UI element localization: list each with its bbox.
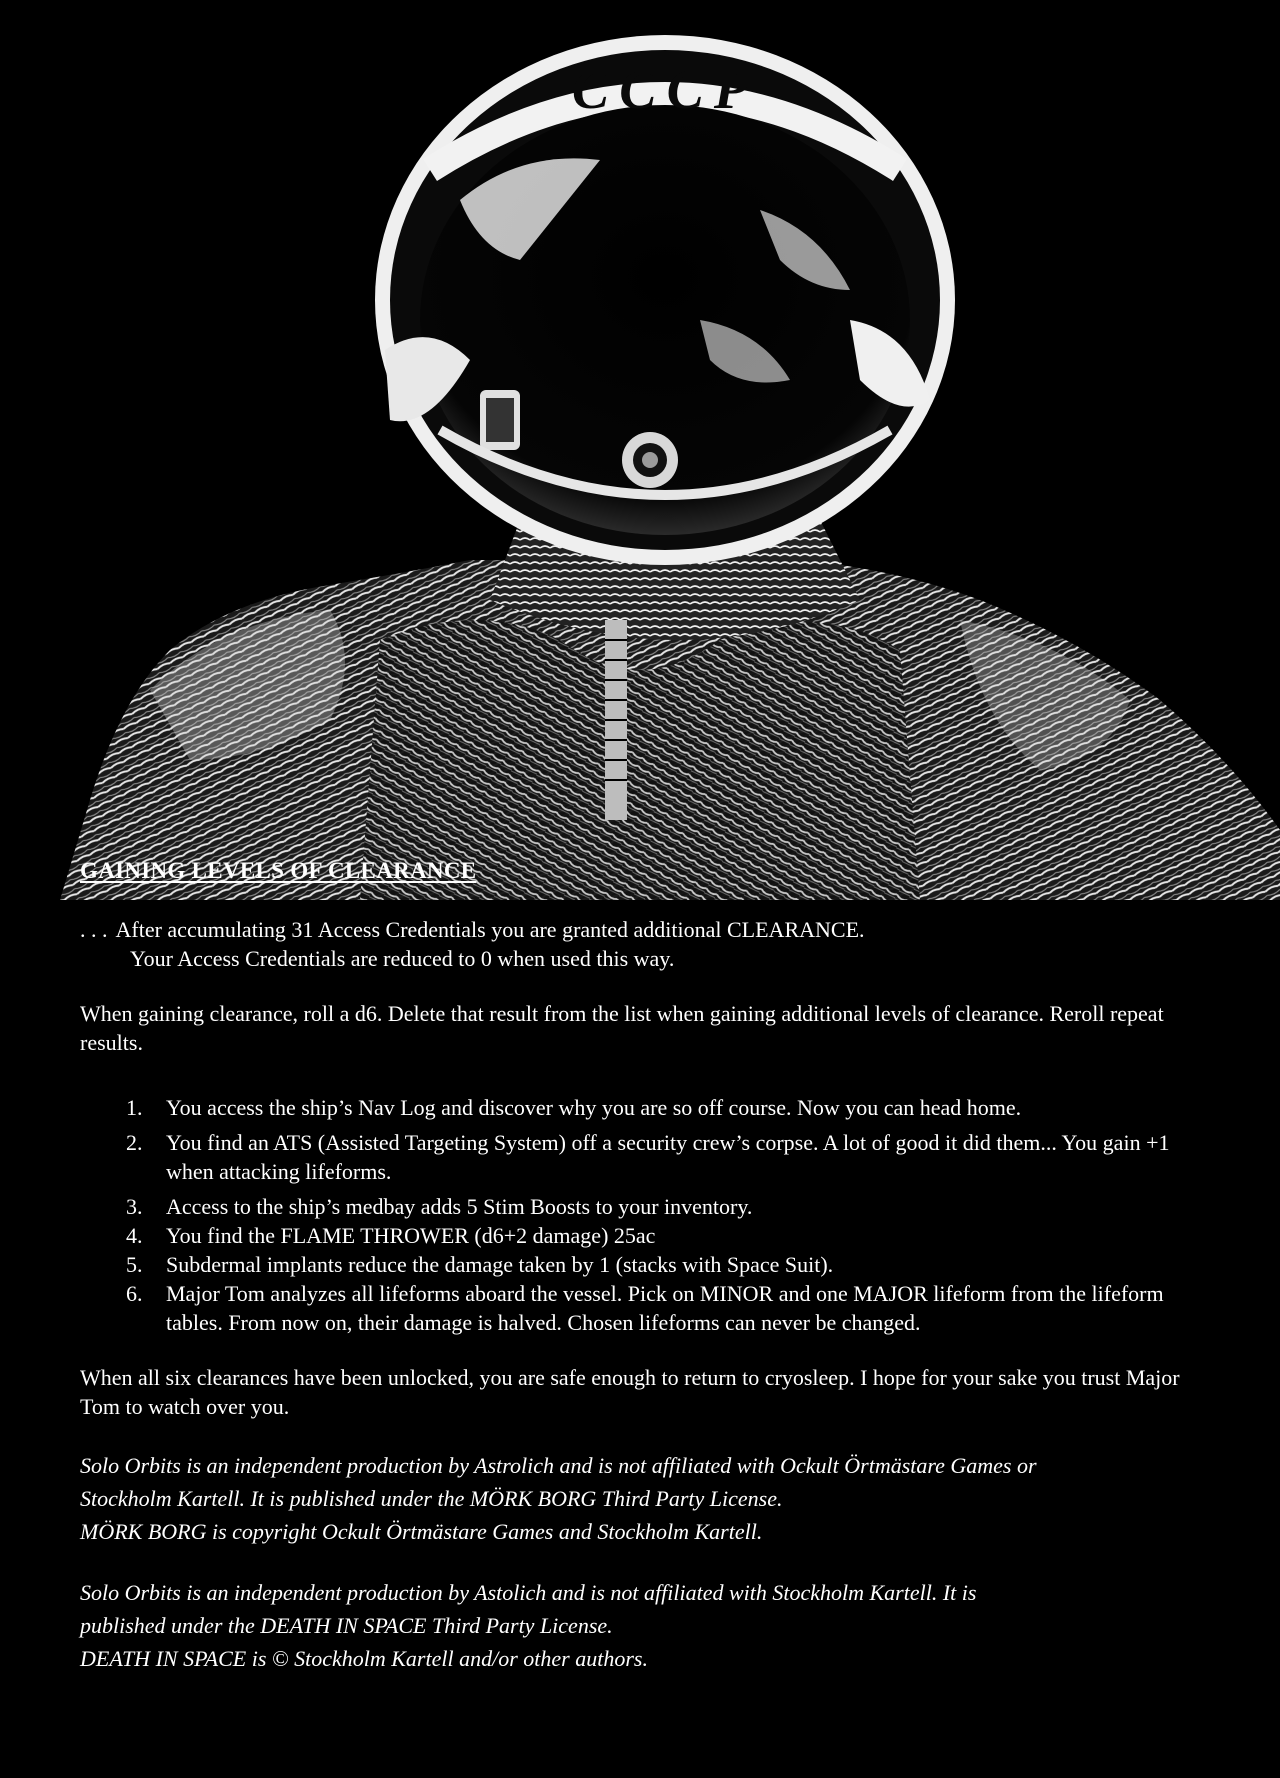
list-text: Access to the ship’s medbay adds 5 Stim Boosts to your inventory.: [166, 1194, 753, 1219]
clearance-document: [80, 856, 1210, 1675]
list-item: [80, 1221, 1210, 1250]
section-heading: GAINING LEVELS OF CLEARANCE: [80, 858, 477, 883]
license-notice: [80, 1449, 1210, 1675]
conclusion-paragraph: When all six clearances have been unlocked, you are safe enough to return to cryosleep. I hope for your sake you trust Major Tom to watch over you.: [80, 1365, 1180, 1419]
list-number: 5.: [126, 1252, 143, 1277]
instructions-paragraph: When gaining clearance, roll a d6. Delete that result from the list when gaining additional levels of clearance. Reroll repeat results.: [80, 1001, 1164, 1055]
death-in-space-copyright: DEATH IN SPACE is © Stockholm Kartell and/or other authors.: [80, 1646, 648, 1671]
intro-line-2: Your Access Credentials are reduced to 0 when used this way.: [130, 946, 675, 971]
list-text: You access the ship’s Nav Log and discover why you are so off course. Now you can head home.: [166, 1095, 1022, 1120]
helmet-lettering: CCCP: [571, 59, 759, 121]
list-number: 6.: [126, 1281, 143, 1306]
mork-borg-copyright: MÖRK BORG is copyright Ockult Örtmästare Games and Stockholm Kartell.: [80, 1519, 763, 1544]
intro-text-1: After accumulating 31 Access Credentials you are granted additional CLEARANCE.: [115, 917, 865, 942]
list-text: Major Tom analyzes all lifeforms aboard the vessel. Pick on MINOR and one MAJOR lifeform from the lifeform tables. From now on, their damage is halved. Chosen lifeforms can never be changed.: [166, 1281, 1164, 1335]
list-item: [80, 1279, 1210, 1337]
list-item: [80, 1093, 1210, 1122]
list-item: [80, 1128, 1210, 1186]
list-number: 2.: [126, 1130, 143, 1155]
intro-line-1: [80, 915, 1210, 944]
clearance-list: [80, 1093, 1210, 1337]
list-text: You find the FLAME THROWER (d6+2 damage) 25ac: [166, 1223, 656, 1248]
list-number: 1.: [126, 1095, 143, 1120]
list-item: [80, 1192, 1210, 1221]
list-text: You find an ATS (Assisted Targeting System) off a security crew’s corpse. A lot of good it did them... You gain +1 when attacking lifeforms.: [166, 1130, 1170, 1184]
list-number: 3.: [126, 1194, 143, 1219]
list-item: [80, 1250, 1210, 1279]
list-text: Subdermal implants reduce the damage taken by 1 (stacks with Space Suit).: [166, 1252, 834, 1277]
ellipsis: . . .: [80, 917, 108, 942]
mork-borg-license-line-1: Solo Orbits is an independent production by Astrolich and is not affiliated with Ockult Örtmästare Games or: [80, 1453, 1037, 1478]
intro-block: [80, 915, 1210, 973]
mork-borg-license-line-2: Stockholm Kartell. It is published under the MÖRK BORG Third Party License.: [80, 1486, 783, 1511]
death-in-space-license-line-2: published under the DEATH IN SPACE Third Party License.: [80, 1613, 613, 1638]
death-in-space-license-line-1: Solo Orbits is an independent production by Astolich and is not affiliated with Stockholm Kartell. It is: [80, 1580, 977, 1605]
list-number: 4.: [126, 1223, 143, 1248]
